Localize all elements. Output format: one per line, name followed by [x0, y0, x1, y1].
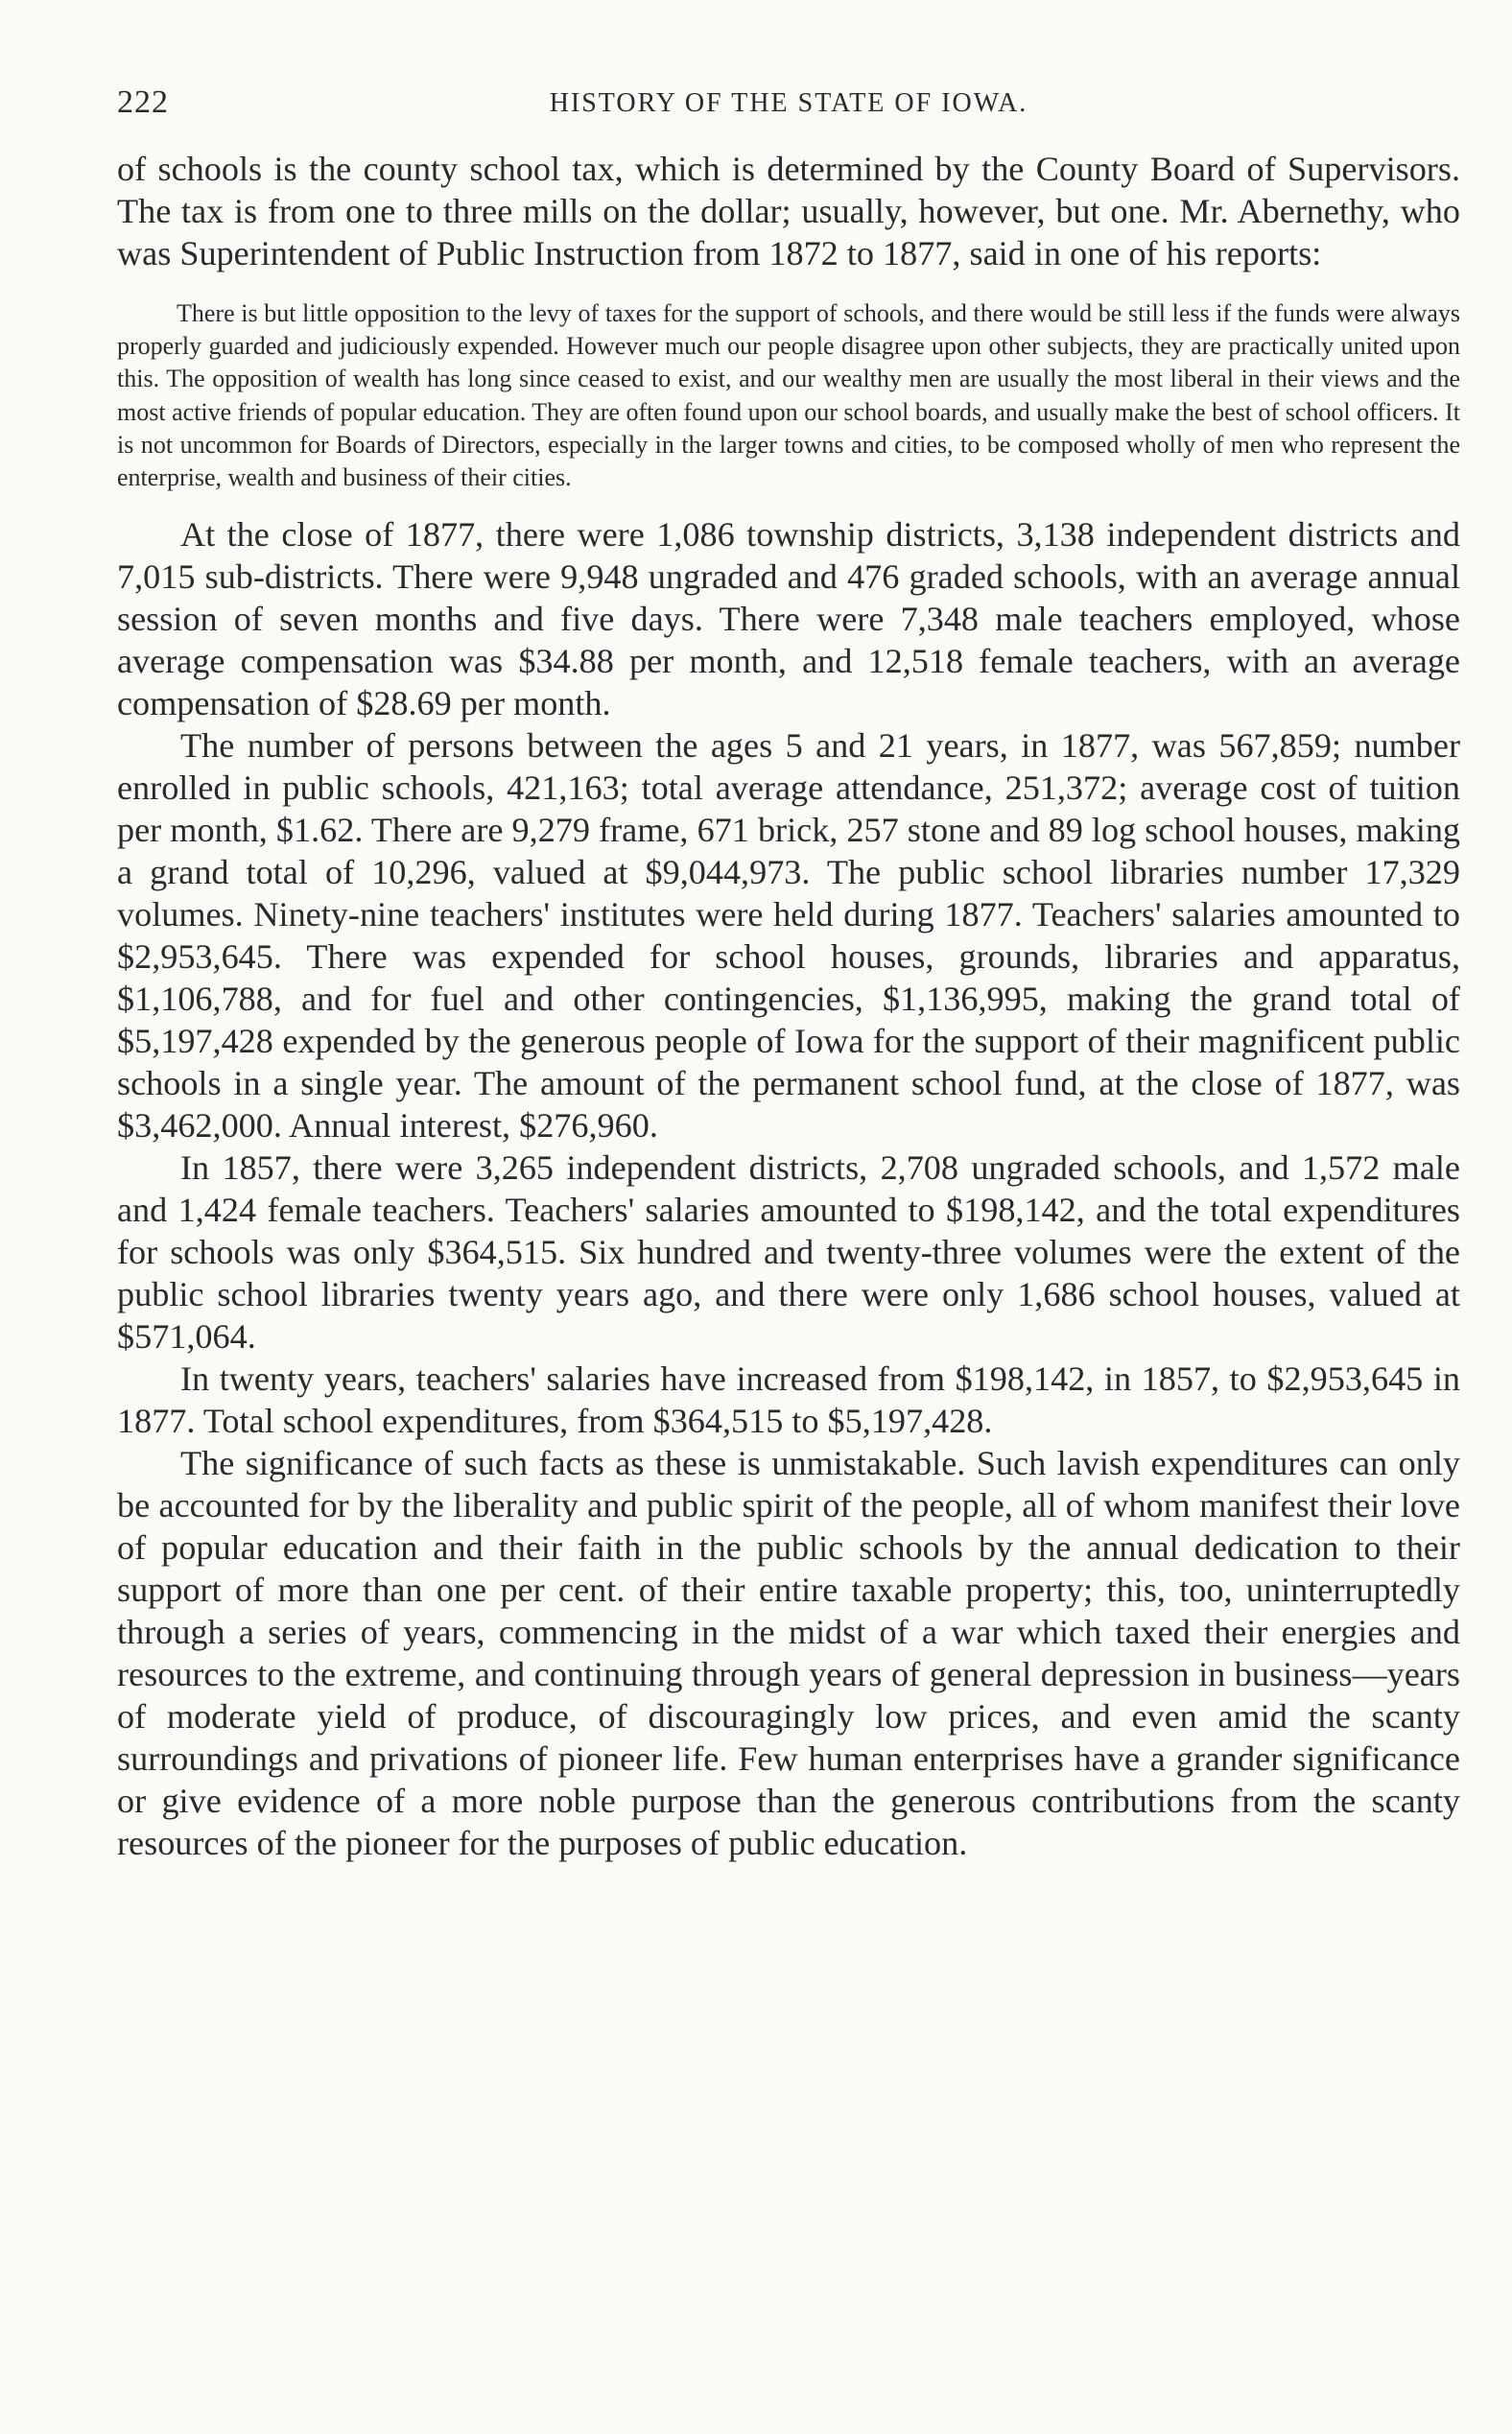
- book-page: [117, 84, 1460, 1864]
- paragraph-significance: The significance of such facts as these is unmistakable. Such lavish expenditures can only be accounted for by the liberality and public spirit of the people, all of whom manifest their love of popular education and their faith in the public schools by the annual dedication to their support of more than one per cent. of their entire taxable property; this, too, uninterruptedly through a series of years, commencing in the midst of a war which taxed their energies and resources to the extreme, and continuing through years of general depression in business—years of moderate yield of produce, of discouragingly low prices, and even amid the scanty surroundings and privations of pioneer life. Few human enterprises have a grander significance or give evidence of a more noble purpose than the generous contributions from the scanty resources of the pioneer for the purposes of public education.: [117, 1444, 1460, 1863]
- page-header-title: HISTORY OF THE STATE OF IOWA.: [549, 88, 1028, 118]
- paragraph-twenty-year-comparison: In twenty years, teachers' salaries have increased from $198,142, in 1857, to $2,953,645 in 1877. Total school expenditures, from $364,515 to $5,197,428.: [117, 1359, 1460, 1441]
- opening-paragraph: of schools is the county school tax, which is determined by the County Board of Supervisors. The tax is from one to three mills on the dollar; usually, however, but one. Mr. Abernethy, who was Superintendent of Public Instruction from 1872 to 1877, said in one of his reports:: [117, 150, 1460, 272]
- page-number: 222: [117, 84, 169, 120]
- paragraph-1877-districts: At the close of 1877, there were 1,086 township districts, 3,138 independent districts and 7,015 sub-districts. There were 9,948 ungraded and 476 graded schools, with an average annual session of seven months and five days. There were 7,348 male teachers employed, whose average compensation was $34.88 per month, and 12,518 female teachers, with an average compensation of $28.69 per month.: [117, 515, 1460, 723]
- block-quote: There is but little opposition to the levy of taxes for the support of schools, and there would be still less if the funds were always properly guarded and judiciously expended. However much our people disagree upon other subjects, they are practically united upon this. The opposition of wealth has long since ceased to exist, and our wealthy men are usually the most liberal in their views and the most active friends of popular education. They are often found upon our school boards, and usually make the best of school officers. It is not uncommon for Boards of Directors, especially in the larger towns and cities, to be composed wholly of men who represent the enterprise, wealth and business of their cities.: [117, 299, 1460, 492]
- paragraph-1877-statistics: The number of persons between the ages 5 and 21 years, in 1877, was 567,859; number enrolled in public schools, 421,163; total average attendance, 251,372; average cost of tuition per month, $1.62. There are 9,279 frame, 671 brick, 257 stone and 89 log school houses, making a grand total of 10,296, valued at $9,044,973. The public school libraries number 17,329 volumes. Ninety-nine teachers' institutes were held during 1877. Teachers' salaries amounted to $2,953,645. There was expended for school houses, grounds, libraries and apparatus, $1,106,788, and for fuel and other contingencies, $1,136,995, making the grand total of $5,197,428 expended by the generous people of Iowa for the support of their magnificent public schools in a single year. The amount of the permanent school fund, at the close of 1877, was $3,462,000. Annual interest, $276,960.: [117, 726, 1460, 1146]
- running-head: [117, 84, 1460, 130]
- paragraph-1857-statistics: In 1857, there were 3,265 independent districts, 2,708 ungraded schools, and 1,572 male and 1,424 female teachers. Teachers' salaries amounted to $198,142, and the total expenditures for schools was only $364,515. Six hundred and twenty-three volumes were the extent of the public school libraries twenty years ago, and there were only 1,686 school houses, valued at $571,064.: [117, 1148, 1460, 1357]
